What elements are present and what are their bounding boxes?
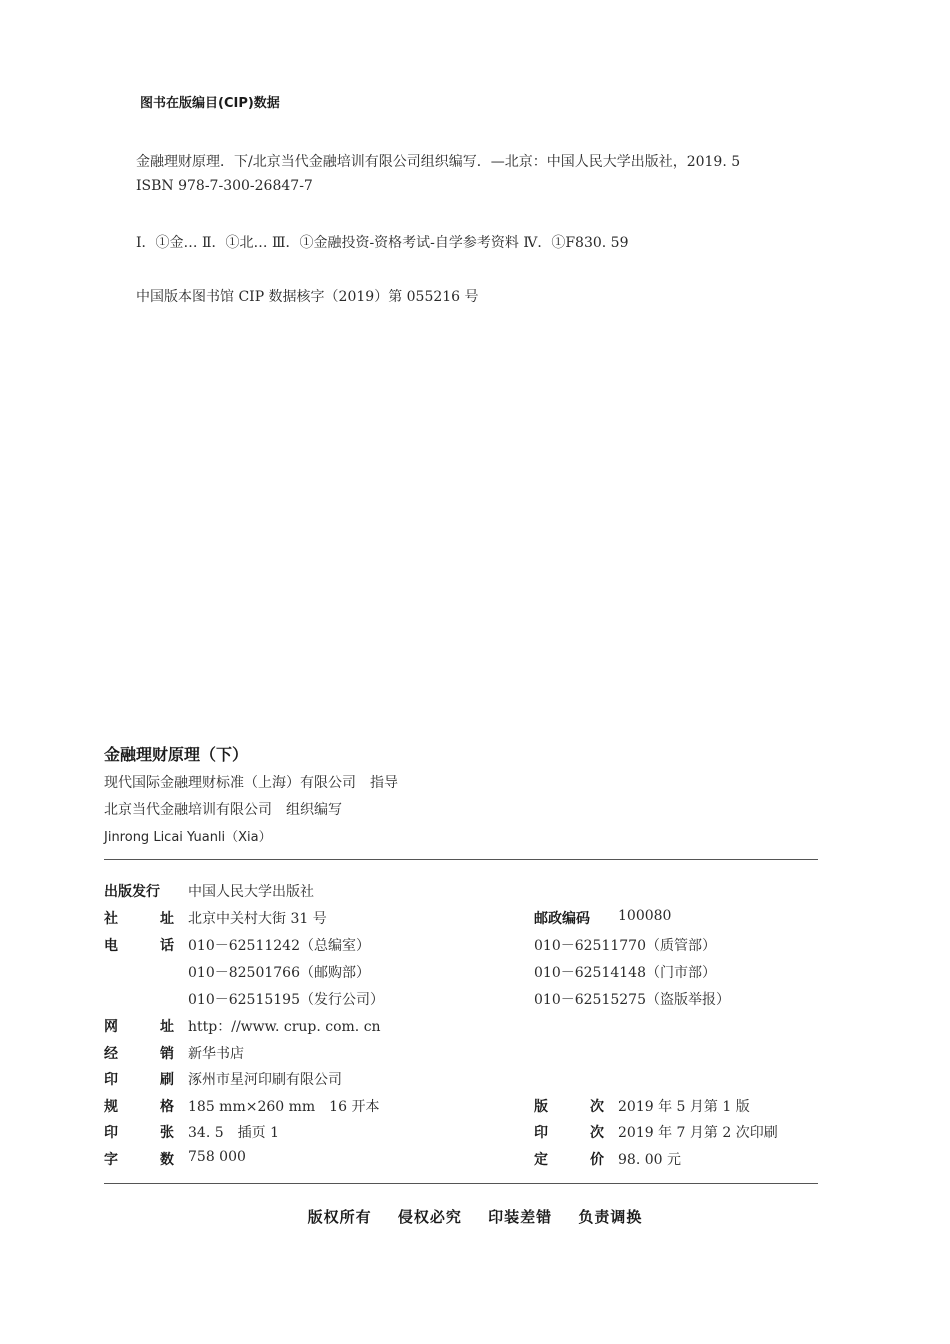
distributor-label [104, 1043, 174, 1063]
publisher-value: 中国人民大学出版社 [188, 884, 314, 900]
edition-label-a: 版 [534, 1099, 548, 1115]
format-label-b: 格 [160, 1099, 174, 1115]
bottom-divider [104, 1183, 818, 1184]
edition-value: 2019 年 5 月第 1 版 [618, 1099, 750, 1115]
website-value: http：//www. crup. com. cn [188, 1019, 381, 1035]
sheets-label-a: 印 [104, 1125, 118, 1141]
words-value: 758 000 [188, 1149, 246, 1165]
distributor-value: 新华书店 [188, 1046, 244, 1062]
printer-label [104, 1069, 174, 1089]
format-value: 185 mm×260 mm 16 开本 [188, 1099, 380, 1115]
price-label [534, 1149, 604, 1169]
printing-label [534, 1122, 604, 1142]
phone-store: 010－62514148（门市部） [534, 965, 716, 981]
postcode-label: 邮政编码 [534, 911, 590, 927]
book-guide-line: 现代国际金融理财标准（上海）有限公司 指导 [104, 775, 398, 791]
slogan-infringement: 侵权必究 [397, 1208, 462, 1226]
phone-label-b: 话 [160, 938, 174, 954]
address-value: 北京中关村大街 31 号 [188, 911, 327, 927]
words-label-b: 数 [160, 1152, 174, 1168]
slogan-replacement: 负责调换 [578, 1208, 643, 1226]
printer-value: 涿州市星河印刷有限公司 [188, 1072, 342, 1088]
website-label-a: 网 [104, 1019, 118, 1035]
printing-label-b: 次 [590, 1125, 604, 1141]
cip-record-line: 中国版本图书馆 CIP 数据核字（2019）第 055216 号 [136, 289, 479, 305]
slogan-print-error: 印装差错 [488, 1208, 553, 1226]
sheets-label-b: 张 [160, 1125, 174, 1141]
sheets-label [104, 1122, 174, 1142]
address-label-b: 址 [160, 911, 174, 927]
copyright-slogan [0, 1206, 950, 1227]
cip-isbn-line: ISBN 978-7-300-26847-7 [136, 178, 313, 194]
publisher-label: 出版发行 [104, 884, 160, 900]
sheets-value: 34. 5 插页 1 [188, 1125, 279, 1141]
price-label-a: 定 [534, 1152, 548, 1168]
edition-label-b: 次 [590, 1099, 604, 1115]
phone-mail-order: 010－82501766（邮购部） [188, 965, 370, 981]
format-label [104, 1096, 174, 1116]
distributor-label-b: 销 [160, 1046, 174, 1062]
edition-label [534, 1096, 604, 1116]
cip-title-line: 金融理财原理．下/北京当代金融培训有限公司组织编写．—北京：中国人民大学出版社，2019. 5 [136, 154, 741, 170]
words-label-a: 字 [104, 1152, 118, 1168]
website-label [104, 1016, 174, 1036]
top-divider [104, 859, 818, 860]
price-label-b: 价 [590, 1152, 604, 1168]
printing-label-a: 印 [534, 1125, 548, 1141]
phone-piracy-report: 010－62515275（盗版举报） [534, 992, 730, 1008]
address-label [104, 908, 174, 928]
words-label [104, 1149, 174, 1169]
format-label-a: 规 [104, 1099, 118, 1115]
phone-editorial: 010－62511242（总编室） [188, 938, 370, 954]
postcode-value: 100080 [618, 908, 672, 924]
book-editor-line: 北京当代金融培训有限公司 组织编写 [104, 802, 342, 818]
slogan-copyright: 版权所有 [307, 1208, 372, 1226]
phone-quality: 010－62511770（质管部） [534, 938, 716, 954]
printer-label-b: 刷 [160, 1072, 174, 1088]
phone-label [104, 935, 174, 955]
phone-label-a: 电 [104, 938, 118, 954]
book-title: 金融理财原理（下） [104, 745, 249, 764]
printing-value: 2019 年 7 月第 2 次印刷 [618, 1125, 778, 1141]
book-pinyin-title: Jinrong Licai Yuanli（Xia） [104, 830, 272, 845]
phone-distribution: 010－62515195（发行公司） [188, 992, 384, 1008]
cip-classification-line: Ⅰ．①金… Ⅱ．①北… Ⅲ．①金融投资-资格考试-自学参考资料 Ⅳ．①F830. 59 [136, 235, 629, 251]
website-label-b: 址 [160, 1019, 174, 1035]
price-value: 98. 00 元 [618, 1152, 681, 1168]
cip-heading: 图书在版编目(CIP)数据 [140, 96, 280, 111]
printer-label-a: 印 [104, 1072, 118, 1088]
address-label-a: 社 [104, 911, 118, 927]
distributor-label-a: 经 [104, 1046, 118, 1062]
